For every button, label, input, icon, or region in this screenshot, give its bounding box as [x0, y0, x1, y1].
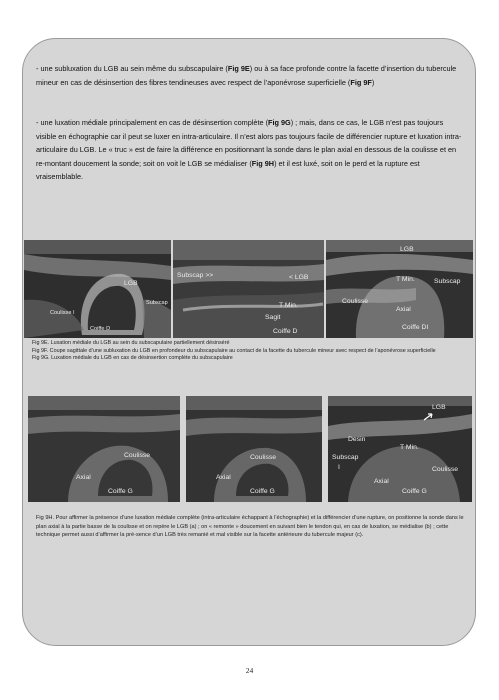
label-lgb: LGB: [400, 246, 414, 253]
label-coiffe: Coiffe D: [273, 328, 298, 335]
label-axial: Axial: [396, 306, 411, 313]
captions-row1: [32, 340, 468, 363]
page-number: 24: [245, 666, 254, 675]
caption-fig-9g: Fig 9G. Luxation médiale du LGB en cas de désinsertion complète du subscapulaire: [32, 355, 233, 362]
label-coiffe: Coiffe DI: [402, 324, 429, 331]
label-coulisse: Coulisse I: [50, 310, 75, 316]
caption-fig-9e: Fig 9E. Luxation médiale du LGB au sein du subscapulaire partiellement désinséré: [32, 340, 230, 346]
fig-ref-9e: Fig 9E: [227, 64, 250, 73]
label-coulisse: Coulisse: [124, 452, 151, 459]
label-axial: Axial: [374, 478, 389, 485]
ultrasound-fig-9h-b: [186, 396, 322, 502]
label-coulisse: Coulisse: [250, 454, 277, 461]
label-subscap: Subscap: [434, 278, 461, 285]
ultrasound-fig-9g: [326, 240, 473, 338]
label-coiffe: Coiffe G: [108, 488, 133, 495]
label-coulisse: Coulisse: [432, 466, 459, 473]
bullet-subluxation: - une subluxation du LGB au sein même du subscapulaire (Fig 9E) ou à sa face profonde contre la facette d’insertion du tubercule mineur en cas de désinsertion des fibres tendineuses avec respect de l’aponévrose superficielle (Fig 9F): [36, 64, 457, 87]
caption-fig-9h: Fig 9H. Pour affirmer la présence d’une luxation médiale complète (intra-articulaire échappant à l’échographie) et la différencier d’une rupture, on positionne la sonde dans le plan axial à la partie basse de la coulisse et on repère le LGB (a) ; on « remonte » doucement en suivant bien le tendon qui, en cas de luxation, se médialise (b) ; cette technique permet aussi d’affirmer la pré-sence d’un LGB très remanié et mal visible sur la facette antérieure du tubercule majeur (c).: [36, 515, 464, 539]
caption-fig-9f: Fig 9F. Coupe sagittale d’une subluxation du LGB en profondeur du subscapulaire au contact de la facette du tubercule mineur avec respect de l’aponévrose superficielle: [32, 347, 436, 354]
label-subscap-i: I: [338, 464, 340, 471]
label-coulisse: Coulisse: [342, 298, 369, 305]
label-lgb: LGB: [432, 404, 446, 411]
bullet-luxation-mediale: - une luxation médiale principalement en cas de désinsertion complète (Fig 9G) ; mais, dans ce cas, le LGB n’est pas toujours visible en échographie car il peut se luxer en intra-articulaire. Il n’est alors pas toujours facile de différencier rupture et luxation intra-articulaire du LGB. Le « truc » est de faire la différence en positionnant la sonde dans le plan axial en dessous de la coulisse et en re-montant doucement la sonde; soit on voit le LGB se médialiser (Fig 9H) et il est luxé, soit on le perd et la rupture est vraisemblable.: [36, 118, 462, 182]
ultrasound-fig-9h-c: [328, 396, 472, 502]
label-axial: Axial: [76, 474, 91, 481]
label-subscap: Subscap >>: [177, 272, 214, 279]
label-t-min: T Min.: [400, 444, 419, 451]
label-coiffe: Coiffe G: [250, 488, 275, 495]
label-axial: Axial: [216, 474, 231, 481]
fig-ref-9h: Fig 9H: [251, 158, 275, 168]
ultrasound-fig-9f: [173, 240, 324, 338]
label-subscap: Subscap: [146, 300, 168, 306]
label-sagit: Sagit: [265, 314, 281, 321]
fig-ref-9g: Fig 9G: [268, 118, 291, 127]
label-subscap: Subscap: [332, 454, 359, 461]
fig-ref-9f: Fig 9F: [350, 77, 372, 87]
label-lgb: < LGB: [289, 274, 309, 281]
label-t-min: T Min.: [279, 302, 298, 309]
label-coiffe: Coiffe G: [402, 488, 427, 495]
label-t-min: T Min.: [396, 276, 415, 283]
ultrasound-fig-9h-a: [28, 396, 180, 502]
ultrasound-fig-9e: [24, 240, 171, 338]
label-lgb: LGB: [124, 280, 138, 287]
label-desin: Desin: [348, 436, 366, 443]
label-coiffe: Coiffe D: [90, 326, 111, 332]
